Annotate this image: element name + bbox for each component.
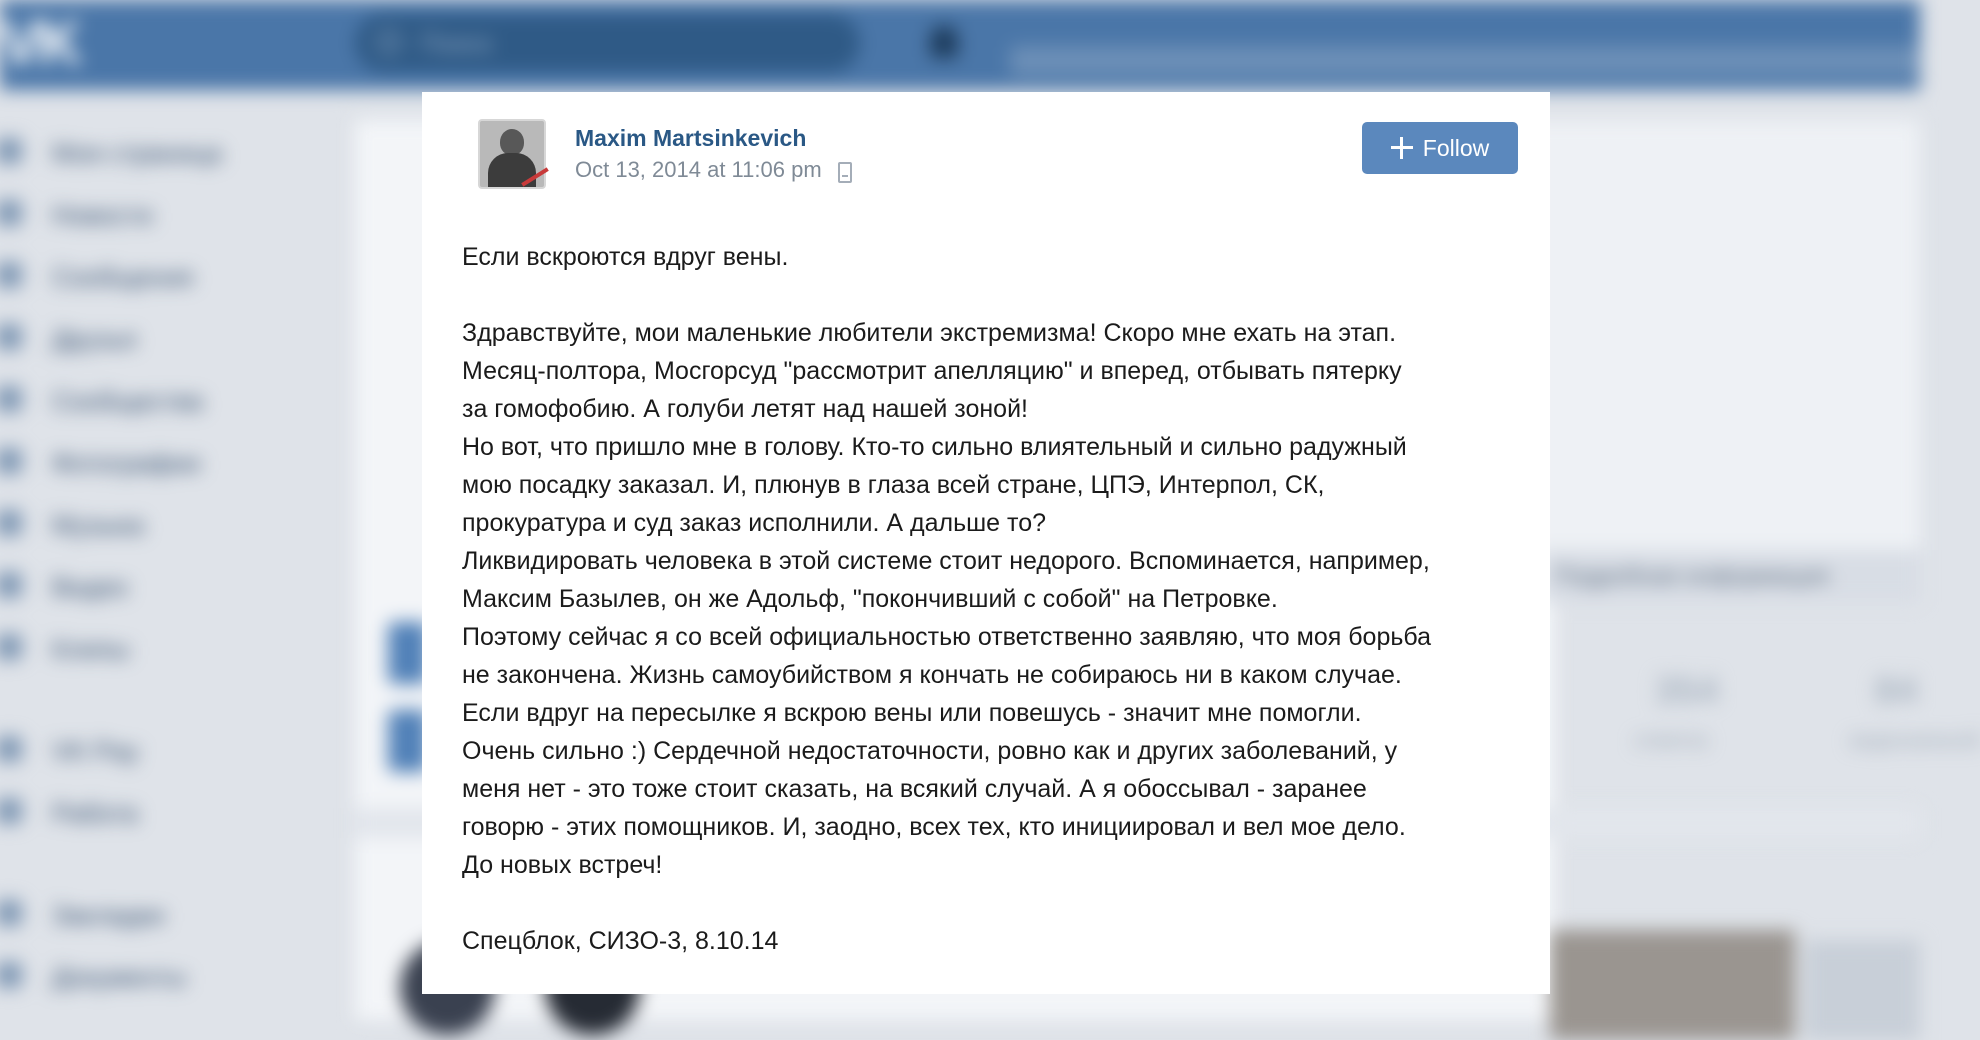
post-line: Спецблок, СИЗО-3, 8.10.14	[462, 927, 779, 955]
sidebar-item-label: Клипы	[52, 634, 130, 664]
post-text	[462, 238, 1532, 960]
sidebar-item-work[interactable]	[0, 780, 320, 842]
sidebar-item-label: Фотографии	[52, 448, 201, 478]
sidebar-item-clips[interactable]	[0, 616, 320, 678]
sidebar-item-label: Сообщества	[52, 386, 204, 416]
post-line: не закончена. Жизнь самоубийством я кончать не собираюсь ни в каком случае.	[462, 661, 1402, 689]
post-line: Если вскроются вдруг вены.	[462, 243, 789, 271]
stat-value: 354	[1655, 670, 1719, 712]
post-line: мою посадку заказал. И, плюнув в глаза всей стране, ЦПЭ, Интерпол, СК,	[462, 471, 1325, 499]
stat-label: видеозаписей	[1850, 730, 1980, 752]
sidebar-item-friends[interactable]	[0, 306, 320, 368]
clips-icon	[0, 634, 22, 660]
post-line: Но вот, что пришло мне в голову. Кто-то сильно влиятельный и сильно радужный	[462, 433, 1407, 461]
top-bar-right-area	[1010, 46, 1920, 76]
sidebar-item-news[interactable]	[0, 182, 320, 244]
post-line: Если вдруг на пересылке я вскрою вены или повешусь - значит мне помогли.	[462, 699, 1362, 727]
stat-label: отметок	[1635, 730, 1708, 752]
news-icon	[0, 200, 22, 226]
stat-value: 84	[1875, 670, 1918, 712]
vk-logo[interactable]: VK	[0, 9, 79, 78]
post-line: Поэтому сейчас я со всей официальностью ответственно заявляю, что моя борьба	[462, 623, 1432, 651]
music-icon	[0, 510, 22, 536]
user-icon	[0, 138, 22, 164]
sidebar-item-label: Сообщения	[52, 262, 194, 292]
post-line	[462, 276, 1532, 314]
message-icon	[0, 262, 22, 288]
search-input[interactable]	[355, 14, 860, 72]
sidebar-item-label: Музыка	[52, 510, 144, 540]
post-line	[462, 884, 1532, 922]
info-bar-label[interactable]: Подробная информация	[1555, 563, 1829, 590]
post-date[interactable]: Oct 13, 2014 at 11:06 pm	[575, 157, 822, 182]
sidebar-item-my-page[interactable]	[0, 120, 320, 182]
post-line: Здравствуйте, мои маленькие любители экстремизма! Скоро мне ехать на этап.	[462, 319, 1397, 347]
sidebar-item-messages[interactable]	[0, 244, 320, 306]
post-line: за гомофобию. А голуби летят над нашей зоной!	[462, 395, 1028, 423]
author-name[interactable]: Maxim Martsinkevich	[575, 125, 807, 151]
sidebar-item-label: Моя страница	[52, 138, 222, 168]
sidebar	[0, 120, 320, 1006]
avatar[interactable]	[478, 119, 546, 189]
sidebar-item-communities[interactable]	[0, 368, 320, 430]
photo-thumbnail[interactable]	[1550, 930, 1795, 1040]
briefcase-icon	[0, 798, 22, 824]
avatar-head	[500, 129, 524, 155]
sidebar-item-label: Видео	[52, 572, 128, 602]
post-line: Ликвидировать человека в этой системе стоит недорого. Вспоминается, например,	[462, 547, 1430, 575]
sidebar-item-video[interactable]	[0, 554, 320, 616]
post-line: говорю - этих помощников. И, заодно, всех тех, кто инициировал и вел мое дело.	[462, 813, 1406, 841]
post-line: Очень сильно :) Сердечной недостаточности, ровно как и других заболеваний, у	[462, 737, 1398, 765]
pay-icon	[0, 736, 22, 762]
photo-thumbnail[interactable]	[1805, 940, 1920, 1040]
post-line: До новых встреч!	[462, 851, 663, 879]
post-line: Максим Базылев, он же Адольф, "покончивший с собой" на Петровке.	[462, 585, 1278, 613]
sidebar-item-label: Друзья	[52, 324, 137, 354]
friends-icon	[0, 324, 22, 350]
post-line: меня нет - это тоже стоит сказать, на всякий случай. А я обоссывал - заранее	[462, 775, 1367, 803]
plus-icon	[1391, 137, 1413, 159]
sidebar-item-label: VK Pay	[52, 736, 139, 766]
post-card	[422, 92, 1550, 994]
sidebar-item-vk-pay[interactable]	[0, 718, 320, 780]
search-icon	[377, 30, 401, 54]
video-icon	[0, 572, 22, 598]
sidebar-item-label: Документы	[52, 962, 187, 992]
search-placeholder: Поиск	[420, 28, 493, 58]
mobile-phone-icon	[838, 162, 852, 183]
sidebar-item-label: Работа	[52, 798, 138, 828]
photo-icon	[0, 448, 22, 474]
bookmark-icon	[0, 900, 22, 926]
sidebar-item-label: Новости	[52, 200, 153, 230]
sidebar-gap	[0, 678, 320, 718]
post-line: Месяц-полтора, Мосгорсуд "рассмотрит апелляцию" и вперед, отбывать пятерку	[462, 357, 1402, 385]
sidebar-item-photos[interactable]	[0, 430, 320, 492]
profile-info-card	[1540, 120, 1920, 550]
sidebar-item-music[interactable]	[0, 492, 320, 554]
document-icon	[0, 962, 22, 988]
sidebar-item-bookmarks[interactable]	[0, 882, 320, 944]
follow-button[interactable]	[1362, 122, 1518, 174]
follow-button-label: Follow	[1422, 134, 1490, 161]
communities-icon	[0, 386, 22, 412]
bell-icon[interactable]	[930, 26, 958, 58]
sidebar-item-label: Закладки	[52, 900, 165, 930]
top-bar	[0, 0, 1920, 90]
sidebar-item-documents[interactable]	[0, 944, 320, 1006]
post-line: прокуратура и суд заказ исполнили. А дальше то?	[462, 509, 1047, 537]
sidebar-gap	[0, 842, 320, 882]
